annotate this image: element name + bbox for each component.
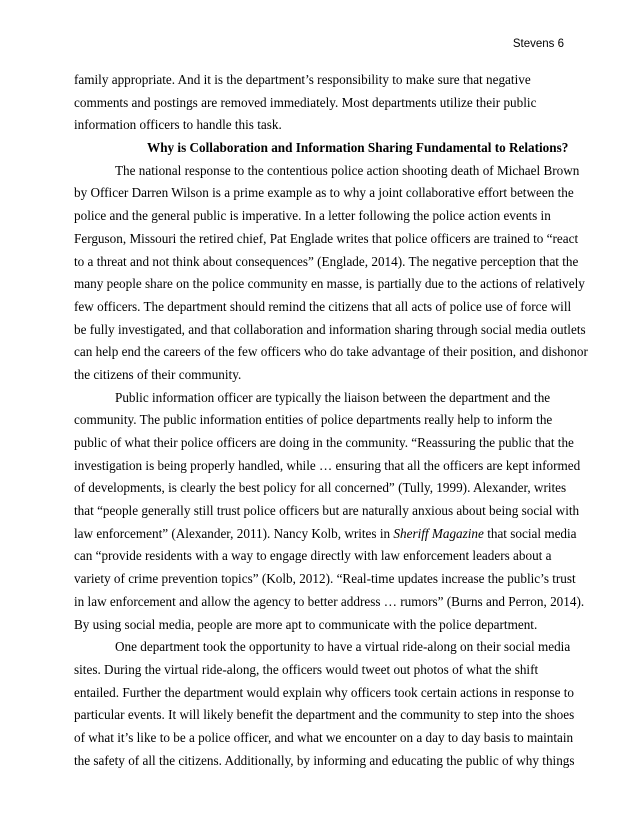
text-segment: law enforcement” (Alexander, 2011). Nancy Kolb, writes in: [74, 525, 394, 541]
running-head: Stevens 6: [512, 38, 564, 50]
text-line: the safety of all the citizens. Additionally, by informing and educating the public of why things: [74, 752, 575, 768]
text-line: information officers to handle this task.: [74, 117, 282, 133]
text-line: particular events. It will likely benefit the department and the community to step into the shoes: [74, 707, 575, 723]
text-line: sites. During the virtual ride-along, the officers would tweet out photos of what the shift: [74, 661, 539, 677]
publication-title: Sheriff Magazine: [393, 525, 484, 541]
text-line: by Officer Darren Wilson is a prime example as to why a joint collaborative effort between the: [74, 185, 574, 201]
text-line: By using social media, people are more apt to communicate with the police department.: [74, 616, 538, 632]
text-line: be fully investigated, and that collaboration and information sharing through social media outlets: [74, 321, 586, 337]
text-line: investigation is being properly handled, while … ensuring that all the officers are kept informed: [74, 457, 581, 473]
text-line: Ferguson, Missouri the retired chief, Pat Englade writes that police officers are trained to “react: [74, 230, 579, 246]
text-line: can help end the careers of the few officers who do take advantage of their position, and dishonor: [74, 344, 588, 360]
text-line: many people share on the police community en masse, is partially due to the actions of relatively: [74, 276, 585, 292]
section-heading: Why is Collaboration and Information Sharing Fundamental to Relations?: [147, 140, 569, 156]
text-line: can “provide residents with a way to engage directly with law enforcement leaders about a: [74, 548, 552, 564]
text-line: the citizens of their community.: [74, 366, 242, 382]
text-line: to a threat and not think about consequences” (Englade, 2014). The negative perception that the: [74, 253, 579, 269]
text-line: of developments, is clearly the best policy for all concerned” (Tully, 1999). Alexander, writes: [74, 480, 567, 496]
text-line: [74, 523, 577, 546]
text-segment: that social media: [483, 525, 577, 541]
text-line: entailed. Further the department would explain why officers took certain actions in response to: [74, 684, 575, 700]
text-line: public of what their police officers are doing in the community. “Reassuring the public that the: [74, 435, 574, 450]
text-line: comments and postings are removed immediately. Most departments utilize their public: [74, 94, 537, 110]
text-line: that “people generally still trust police officers but are naturally anxious about being social with: [74, 503, 580, 519]
body-text: [74, 69, 588, 772]
text-line: of what it’s like to be a police officer, and what we encounter on a day to day basis to maintain: [74, 729, 574, 745]
text-line: in law enforcement and allow the agency to better address … rumors” (Burns and Perron, 2014).: [74, 593, 585, 609]
text-line: few officers. The department should remind the citizens that all acts of police use of force will: [74, 298, 572, 314]
text-line: One department took the opportunity to have a virtual ride-along on their social media: [115, 639, 571, 655]
text-line: The national response to the contentious police action shooting death of Michael Brown: [115, 162, 580, 178]
text-line: family appropriate. And it is the department’s responsibility to make sure that negative: [74, 72, 531, 87]
text-line: variety of crime prevention topics” (Kolb, 2012). “Real-time updates increase the public’s trust: [74, 571, 576, 587]
text-line: community. The public information entities of police departments really help to inform the: [74, 412, 553, 428]
text-line: Public information officer are typically the liaison between the department and the: [115, 389, 551, 405]
text-line: police and the general public is imperative. In a letter following the police action events in: [74, 208, 551, 224]
